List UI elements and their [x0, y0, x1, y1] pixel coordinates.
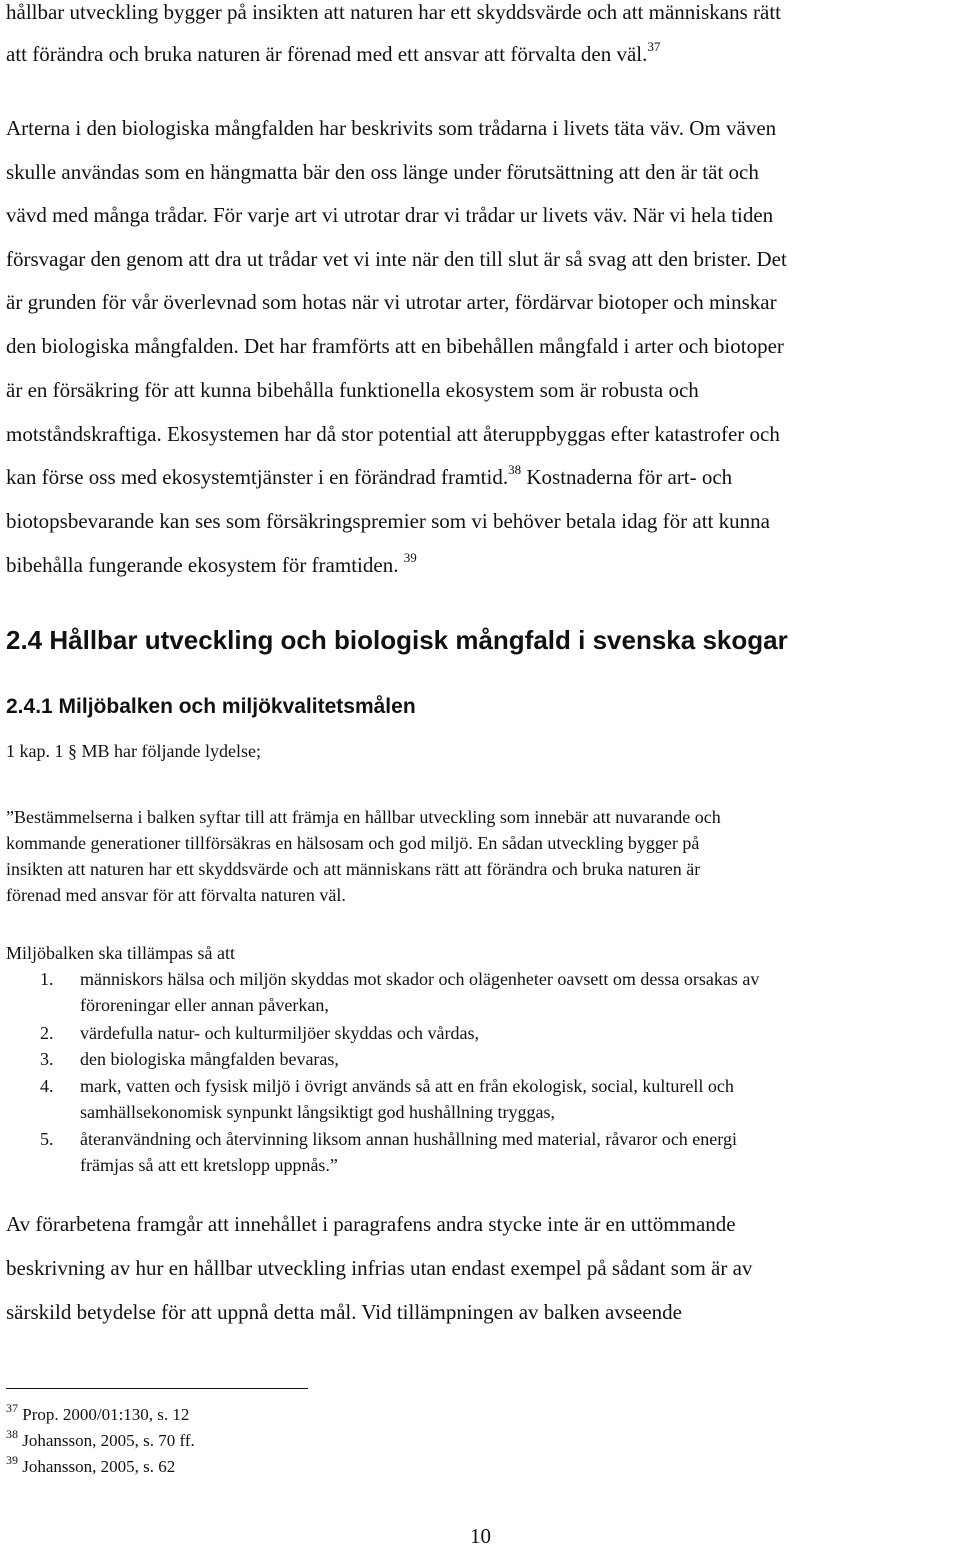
text-span: att förändra och bruka naturen är förenad med ett ansvar att förvalta den väl. — [6, 42, 648, 66]
list-item-text: samhällsekonomisk synpunkt långsiktigt god hushållning tryggas, — [80, 1102, 555, 1122]
subsection-heading: 2.4.1 Miljöbalken och miljökvalitetsmålen — [6, 695, 416, 718]
footnote-ref: 39 — [403, 550, 417, 565]
list-item-text: främjas så att ett kretslopp uppnås.” — [80, 1155, 338, 1175]
text-line: biotopsbevarande kan ses som försäkringspremier som vi behöver betala idag för att kunna — [6, 509, 770, 533]
footnote — [6, 1453, 176, 1478]
text-line: hållbar utveckling bygger på insikten att naturen har ett skyddsvärde och att människans rätt — [6, 0, 782, 24]
footnote — [6, 1427, 195, 1452]
footnote-number: 39 — [6, 1453, 18, 1467]
footnote-ref: 38 — [508, 462, 522, 477]
footnote-text: Johansson, 2005, s. 70 ff. — [22, 1431, 195, 1450]
text-line: är en försäkring för att kunna bibehålla funktionella ekosystem som är robusta och — [6, 378, 699, 402]
quote-line: ”Bestämmelserna i balken syftar till att främja en hållbar utveckling som innebär att nuvarande och — [6, 807, 721, 827]
list-number: 5. — [40, 1129, 54, 1149]
text-span: kan förse oss med ekosystemtjänster i en förändrad framtid. — [6, 465, 509, 489]
text-line: den biologiska mångfalden. Det har framförts att en bibehållen mångfald i arter och biotoper — [6, 334, 784, 358]
text-line: motståndskraftiga. Ekosystemen har då stor potential att återuppbyggas efter katastrofer och — [6, 422, 780, 446]
page-number: 10 — [470, 1524, 491, 1548]
quote-line: insikten att naturen har ett skyddsvärde och att människans rätt att förändra och bruka naturen är — [6, 859, 701, 879]
text-line: Av förarbetena framgår att innehållet i paragrafens andra stycke inte är en uttömmande — [6, 1212, 736, 1236]
list-number: 3. — [40, 1049, 54, 1069]
text-line: är grunden för vår överlevnad som hotas när vi utrotar arter, fördärvar biotoper och minskar — [6, 290, 777, 314]
footnote-text: Johansson, 2005, s. 62 — [22, 1457, 176, 1476]
list-number: 1. — [40, 969, 54, 989]
text-line — [6, 39, 661, 66]
text-line: försvagar den genom att dra ut trådar vet vi inte när den till slut är så svag att den brister. Det — [6, 247, 787, 271]
text-line: Arterna i den biologiska mångfalden har beskrivits som trådarna i livets täta väv. Om väven — [6, 116, 777, 140]
footnote-ref: 37 — [647, 39, 661, 54]
text-line: särskild betydelse för att uppnå detta mål. Vid tillämpningen av balken avseende — [6, 1300, 682, 1324]
list-item-text: mark, vatten och fysisk miljö i övrigt används så att en från ekologisk, social, kulturell och — [80, 1076, 734, 1096]
law-reference: 1 kap. 1 § MB har följande lydelse; — [6, 741, 261, 761]
list-number: 4. — [40, 1076, 54, 1096]
text-line — [6, 550, 417, 577]
list-item-text: människors hälsa och miljön skyddas mot skador och olägenheter oavsett om dessa orsakas av — [80, 969, 760, 989]
footnote-number: 38 — [6, 1427, 18, 1441]
list-item-text: föroreningar eller annan påverkan, — [80, 995, 329, 1015]
quote-line: förenad med ansvar för att förvalta naturen väl. — [6, 885, 346, 905]
quote-line: kommande generationer tillförsäkras en hälsosam och god miljö. En sådan utveckling bygger på — [6, 833, 700, 853]
footnote — [6, 1401, 190, 1426]
text-line: vävd med många trådar. För varje art vi utrotar drar vi trådar ur livets väv. När vi hela tiden — [6, 203, 774, 227]
footnote-number: 37 — [6, 1401, 18, 1415]
list-item-text: återanvändning och återvinning liksom annan hushållning med material, råvaror och energi — [80, 1129, 737, 1149]
footnote-text: Prop. 2000/01:130, s. 12 — [22, 1405, 190, 1424]
list-item-text: den biologiska mångfalden bevaras, — [80, 1049, 339, 1069]
list-item-text: värdefulla natur- och kulturmiljöer skyddas och vårdas, — [80, 1023, 480, 1043]
text-span: bibehålla fungerande ekosystem för framtiden. — [6, 553, 404, 577]
list-number: 2. — [40, 1023, 54, 1043]
list-intro: Miljöbalken ska tillämpas så att — [6, 943, 235, 963]
section-heading: 2.4 Hållbar utveckling och biologisk mångfald i svenska skogar — [6, 625, 788, 655]
text-line: skulle användas som en hängmatta bär den oss länge under förutsättning att den är tät och — [6, 160, 759, 184]
text-line: beskrivning av hur en hållbar utveckling infrias utan endast exempel på sådant som är av — [6, 1256, 753, 1280]
text-span: Kostnaderna för art- och — [521, 465, 733, 489]
footnote-separator — [6, 1388, 308, 1389]
text-line — [6, 462, 733, 489]
